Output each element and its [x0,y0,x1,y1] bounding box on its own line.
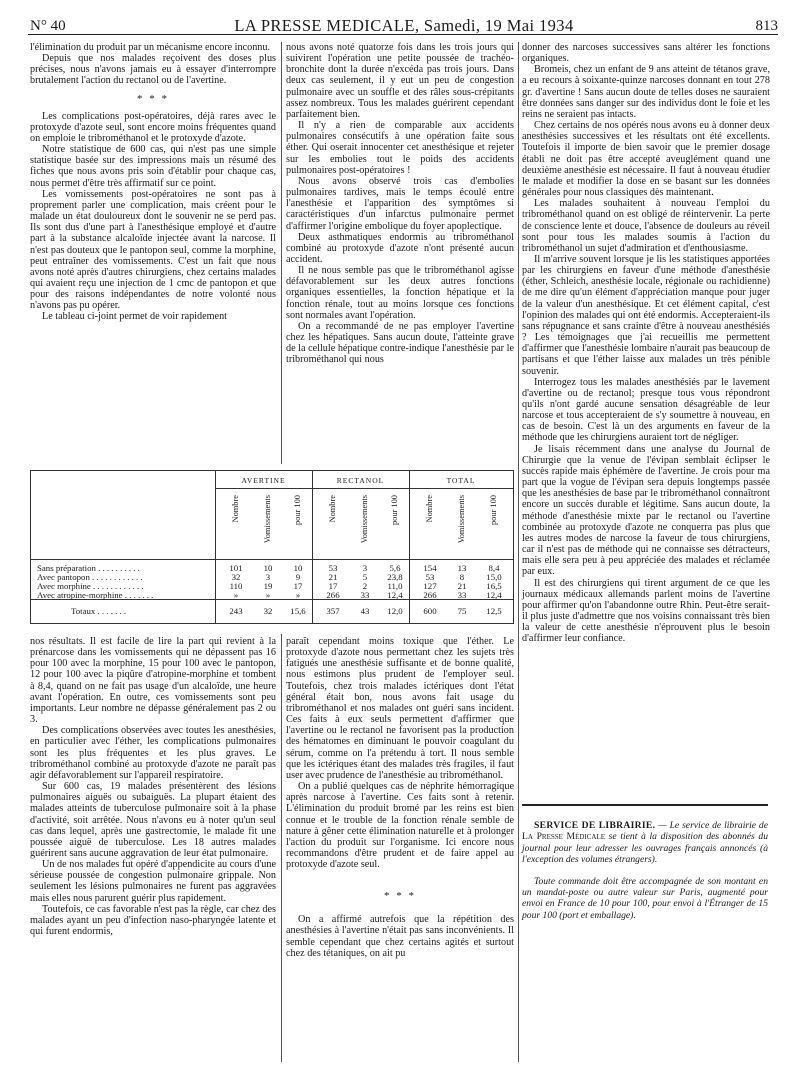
table-cell: 101 [229,563,243,573]
column-1-bottom [30,636,276,937]
table-column-header: pour 100 [293,495,302,526]
paragraph: Chez certains de nos opérés nous avons eu à donner deux anesthésies successives et les résultats ont été excellents. Toutefois il importe de bien savoir que le premier dosage établi ne doit pas être accepté aveuglément quand une deuxième anesthésie est nécessaire. Il faut à nouveau étudier le malade et modifier la dose en se basant sur les données générales pour nous classiques dès maintenant. [522,120,770,199]
paragraph: Un de nos malades fut opéré d'appendicite au cours d'une sérieuse poussée de congestion pulmonaire grippale. Non seulement les lésions pulmonaires ne furent pas aggravées mais elles nous parurent guérir plus rapidement. [30,859,276,904]
table-total-cell: 32 [263,606,273,616]
table-column-header: Vomissements [360,495,369,544]
table-cell: » [265,590,271,600]
table-cell: 110 [229,581,243,591]
table-cell: 32 [231,572,241,582]
table-cell: 23,8 [387,572,403,582]
table-column-header: Nombre [425,495,434,523]
paragraph: nous avons noté quatorze fois dans les trois jours qui suivirent l'opération une petite poussée de trachéo-bronchite dont la durée n'excéda pas trois jours. Dans deux cas seulement, il y eut un peu de congestion pulmonaire avec un souffle et des râles sous-crépitants assez nombreux. Tous les malades guérirent cependant parfaitement bien. [286,42,514,120]
table-total-label: Totaux . . . . . . . [71,606,127,616]
paragraph: Toutefois, ce cas favorable n'est pas la règle, car chez des malades ayant un peu d'infection naso-pharyngée latente et qui furent endormis, [30,903,276,938]
paragraph: Les malades souhaitent à nouveau l'emploi du tribrométhanol quand on est obligé de réintervenir. La perte de conscience lente et douce, l'absence de douleurs au réveil sont pour tous les malades soumis à l'action du tribrométhanol un sujet d'admiration et d'enthousiasme. [522,198,770,254]
paragraph: Interrogez tous les malades anesthésiés par le lavement d'avertine ou de rectanol; presque tous vous répondront qu'ils n'ont gardé aucune sensation désagréable de leur narcose et tous accepteraient de s'y soumettre à nouveau, en cas de besoin. C'est là un des arguments en faveur de la méthode que les chirurgiens auraient tort de négliger. [522,376,770,444]
table-column-header: pour 100 [489,495,498,526]
page-number: 813 [755,18,778,34]
table-cell: 19 [263,581,273,591]
table-cell: 8,4 [488,563,500,573]
column-3 [522,42,770,644]
column-divider [281,634,282,1062]
notice-text: se tient à la disposition des abonnés du journal pour leur adresser les ouvrages français annoncés (à l'exception des volumes étrangers). [522,831,768,866]
table-cell: 11,0 [387,581,403,591]
paragraph: On a recommandé de ne pas employer l'avertine chez les hépatiques. Sans aucun doute, l'atteinte grave de la cellule hépatique contre-indique l'anesthésie par le tribrométhanol qui nous [286,320,514,366]
table-cell: 2 [362,581,368,591]
table-row-label: Avec pantopon . . . . . . . . . . . . [37,572,143,582]
table-row-label: Sans préparation . . . . . . . . . . [37,563,140,573]
column-divider [518,42,519,1062]
table-group-header: RECTANOL [336,476,385,485]
table-column-header: Nombre [328,495,337,523]
table-cell: 12,4 [486,590,502,600]
table-cell: 33 [360,590,370,600]
table-cell: 5 [362,572,368,582]
bookstore-notice [522,804,768,931]
table-cell: 17 [328,581,338,591]
notice-title: SERVICE DE LIBRAIRIE. [534,820,656,831]
paragraph: Des complications observées avec toutes les anesthésies, en particulier avec l'éther, les complications pulmonaires sont les plus fréquentes et les plus graves. Le tribrométhanol combiné au protoxyde d'azote ne paraît pas agir défavorablement sur l'appareil respiratoire. [30,725,276,781]
table-cell: 266 [423,590,437,600]
table-group-header: TOTAL [446,476,476,485]
table-cell: 21 [457,581,467,591]
paragraph: l'élimination du produit par un mécanisme encore inconnu. [30,42,271,53]
table-cell: 10 [293,563,303,573]
section-separator: * * * [137,92,169,105]
table-column-header: pour 100 [390,495,399,526]
paragraph: On a publié quelques cas de néphrite hémorragique après narcose à l'avertine. Ces faits sont à retenir. L'élimination du produit bromé par les reins est bien connue et le trouble de la fonction rénale semble de nature à gêner cette élimination naturelle et à prolonger l'action du produit sur l'organisme. Ici encore nous recommandons d'être prudent et de faire appel au protoxyde d'azote seul. [286,781,514,871]
table-cell: 3 [265,572,271,582]
paragraph: Bromeis, chez un enfant de 9 ans atteint de tétanos grave, a eu recours à soixante-quinze narcoses donnant en tout 278 gr. d'avertine ! Sans aucun doute de telles doses ne sauraient être données sans danger sur des individus dont le foie et les reins ne seraient pas intacts. [522,64,770,120]
column-2-bottom [286,636,514,959]
table-cell: 33 [457,590,467,600]
table-cell: 53 [328,563,338,573]
paragraph: donner des narcoses successives sans altérer les fonctions organiques. [522,42,770,65]
table-cell: » [295,590,301,600]
table-total-cell: 12,5 [486,606,502,616]
table-cell: 8 [459,572,465,582]
table-cell: 127 [423,581,437,591]
table-cell: 9 [295,572,301,582]
column-1-top [30,42,276,323]
page-header [30,12,778,40]
table-row-label: Avec atropine-morphine . . . . . . . [37,590,154,600]
table-cell: 266 [326,590,340,600]
table-cell: 21 [328,572,338,582]
paragraph: On a affirmé autrefois que la répétition des anesthésies à l'avertine n'était pas sans inconvénients. Il semble cependant que chez certains agités et surtout chez des tétaniques, on ait pu [286,914,514,959]
table-cell: 13 [457,563,467,573]
table-row-label: Avec morphine . . . . . . . . . . . . [37,581,144,591]
paragraph: Notre statistique de 600 cas, qui n'est pas une simple statistique basée sur des impressions mais un résumé des fiches que nous avons pris soin d'établir pour chaque cas, nous permet d'être très affirmatif sur ce point. [30,144,276,189]
header-rule [28,34,778,35]
table-cell: 53 [425,572,435,582]
section-separator: * * * [384,890,416,903]
paragraph: Il est des chirurgiens qui tirent argument de ce que les journaux médicaux allemands parlent moins de l'avertine pour affirmer qu'on l'abandonne outre Rhin. Peut-être serait-il plus juste d'admettre que nos voisins connaissant très bien la valeur de cette anesthésie n'éprouvent plus le besoin d'affirmer leur confiance. [522,577,770,645]
paragraph: Il n'y a rien de comparable aux accidents pulmonaires consécutifs à une opération faite sous éther. Qui oserait innocenter cet anesthésique et rejeter sur les embolies tout le poids des accidents pulmonaires post-opératoires ! [286,120,514,176]
paragraph: Nous avons observé trois cas d'embolies pulmonaires tardives, mais le temps écoulé entre l'anesthésie et l'apparition des symptômes si caractéristiques d'un infarctus pulmonaire permet d'affirmer l'origine embolique du foyer apoplectique. [286,175,514,232]
paragraph: Il ne nous semble pas que le tribrométhanol agisse défavorablement sur les deux autres fonctions organiques essentielles, la fonction hépatique et la fonction rénale, tout au moins lorsque ces fonctions sont normales avant l'opération. [286,265,514,321]
table-cell: » [233,590,239,600]
table-cell: 10 [263,563,273,573]
paragraph: Depuis que nos malades reçoivent des doses plus précises, nous n'avons jamais eu à essayer d'interrompre brutalement l'action du rectanol ou de l'avertine. [30,53,276,87]
paragraph: Les vomissements post-opératoires ne sont pas à proprement parler une complication, mais créent pour le malade un état douloureux dont le souvenir ne se perd pas. Ils sont dus d'une part à l'anesthésique employé et d'autre part à la substance alcaloïde injectée avant la narcose. Il n'est pas douteux que le pantopon seul, comme la morphine, peut entraîner des vomissements. C'est un fait que nous avons noté après d'autres chirurgiens, chez certains malades qui avaient reçu une injection de 1 cmc de pantopon et que pour des raisons indépendantes de notre volonté nous n'avons pas pu opérer. [30,188,276,312]
paragraph: Le tableau ci-joint permet de voir rapidement [42,311,227,323]
paragraph: Deux asthmatiques endormis au tribrométhanol combiné au protoxyde d'azote n'ont présenté aucun accident. [286,231,514,265]
table-column-header: Vomissements [263,495,272,544]
column-2-top [286,42,514,366]
table-group-header: AVERTINE [241,476,286,485]
paragraph: Sur 600 cas, 19 malades présentèrent des lésions pulmonaires aiguës ou subaiguës. La plupart étaient des malades atteints de tuberculose pulmonaire soit à la phase d'activité, soit arrêtée. Nous n'avons eu à noter qu'un seul cas dans lequel, après une gastrectomie, le malade fit une poussée aiguë de tuberculose. Les 18 autres malades guérirent sans aucune aggravation de leur état pulmonaire. [30,781,276,859]
paragraph: paraît cependant moins toxique que l'éther. Le protoxyde d'azote nous permettant chez les sujets très fatigués une anesthésie suffisante et de bonne qualité, nous estimons plus prudent de l'employer seul. Toutefois, chez trois malades ictériques dont l'état général était bon, nous avons fait usage du tribrométhanol et nos malades ont guéri sans incident. Ces faits à eux seuls permettent d'affirmer que l'avertine ou le rectanol ne favorisent pas la production des hématomes en diminuant le pouvoir coagulant du sérum, comme on l'a prétendu à tort. Il nous semble que les ictériques étant des malades très fragiles, il faut user avec prudence de l'anesthésie au tribrométhanol. [286,636,514,781]
table-cell: 17 [293,581,303,591]
column-divider [281,42,282,464]
table-total-cell: 43 [360,606,370,616]
statistics-table [30,470,514,624]
table-cell: 15,0 [486,572,502,582]
issue-number: N° 40 [30,18,66,34]
table-total-cell: 75 [457,606,467,616]
table-column-header: Vomissements [457,495,466,544]
journal-name: La Presse Médicale [522,831,606,843]
paragraph: Les complications post-opératoires, déjà rares avec le protoxyde d'azote seul, sont encore moins fréquentes quand on emploie le tribrométhanol et le protoxyde d'azote. [30,110,276,144]
table-cell: 154 [423,563,437,573]
table-cell: 12,4 [387,590,403,600]
notice-text: Toute commande doit être accompagnée de son montant en un mandat-poste ou autre valeur sur Paris, augmenté pour envoi en France de 10 pour 100, pour envoi à l'Étranger de 15 pour 100 (port et emballage). [522,875,768,921]
table-cell: 16,5 [486,581,502,591]
table-total-cell: 243 [229,606,243,616]
journal-title: LA PRESSE MEDICALE, Samedi, 19 Mai 1934 [234,16,574,35]
table-total-cell: 12,0 [387,606,403,616]
table-cell: 5,6 [389,563,401,573]
paragraph: Il m'arrive souvent lorsque je lis les statistiques apportées par les chirurgiens en faveur d'une méthode d'anesthésie (éther, Schleich, anesthésie locale, régionale ou rachidienne) de me dire qu'un élément d'appréciation manque pour juger de la valeur d'un anesthésique. Et cet élément capital, c'est l'opinion des malades qui ont été endormis. Accepteraient-ils sans répugnance et sans crainte d'être à nouveau anesthésiés ? Les témoignages que j'ai recueillis me permettent d'affirmer que l'anesthésie lombaire n'aurait pas beaucoup de partisans et que l'éther laisse aux malades un très pénible souvenir. [522,253,770,377]
paragraph: Je lisais récemment dans une analyse du Journal de Chirurgie que la venue de l'évipan semblait éclipser le succès rapide mais éphémère de l'avertine. Je crois pour ma part que la vogue de l'évipan sera depuis longtemps passée que les anesthésies de base par le tribrométhanol connaîtront encore un succès durable et légitime. Sans aucun doute, la méthode d'anesthésie mixte par le rectanol ou l'avertine combinée au protoxyde d'azote ne conquerra pas plus que les autres modes de narcose la faveur de tous chirurgiens, car il n'est pas de méthode qui ne connaisse ses détracteurs, mais elle sera peu à peu appréciée des malades et réclamée par eux. [522,443,770,578]
table-column-header: Nombre [231,495,240,523]
paragraph: nos résultats. Il est facile de lire la part qui revient à la prénarcose dans les vomissements qui ne dépassent pas 16 pour 100 avec la morphine, 15 pour 100 avec le pantopon, 12 pour 100 avec la piqûre d'atropine-morphine et tombent à 8,4, quand on ne fait pas usage d'un alcaloïde, une heure avant l'opération. En outre, ces vomissements sont peu importants. Leur nombre ne dépasse généralement pas 2 ou 3. [30,636,276,726]
notice-text: — Le service de librairie de [655,820,768,831]
table-total-cell: 15,6 [290,606,306,616]
table-total-cell: 600 [423,606,437,616]
table-total-cell: 357 [326,606,340,616]
table-cell: 3 [362,563,368,573]
